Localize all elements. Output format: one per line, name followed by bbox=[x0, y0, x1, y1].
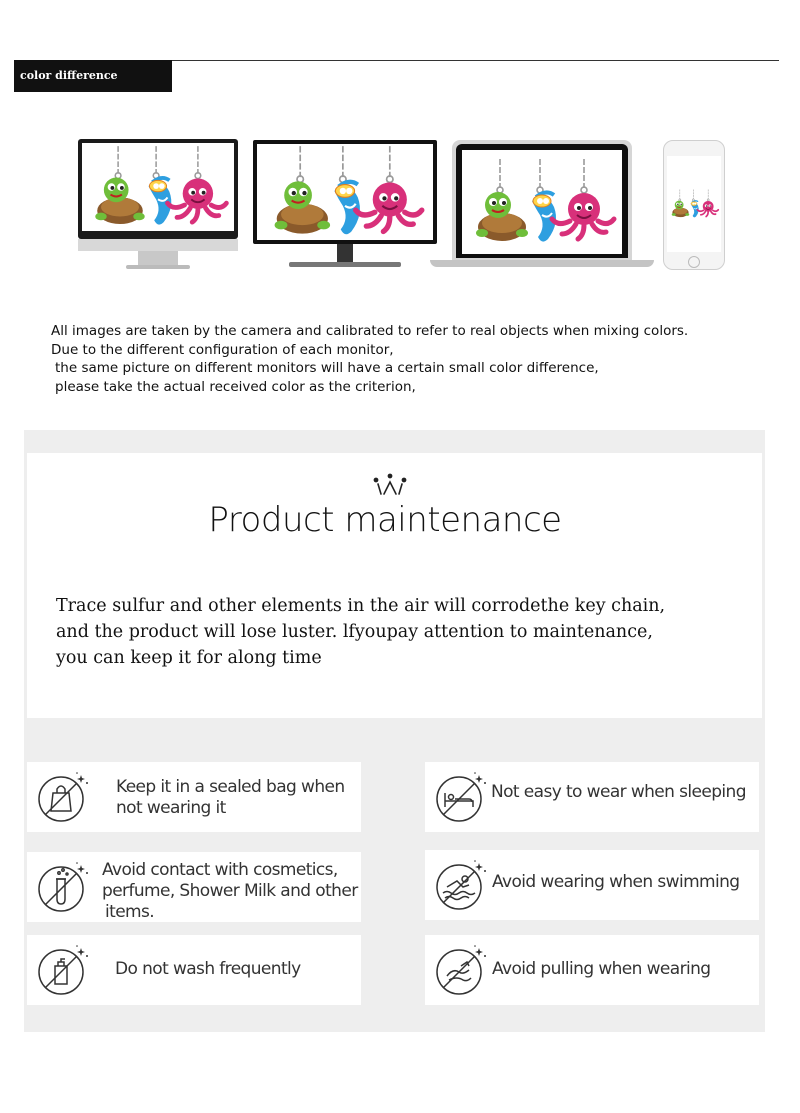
section-label: color difference problem bbox=[14, 60, 172, 92]
tip-text bbox=[116, 777, 345, 819]
tip-swimming bbox=[425, 850, 759, 920]
tip-line: perfume, Shower Milk and other bbox=[102, 881, 358, 901]
no-pulling-icon bbox=[435, 944, 489, 996]
tip-sleeping bbox=[425, 762, 759, 832]
tip-line: items. bbox=[105, 902, 155, 922]
imac bbox=[78, 139, 238, 271]
no-sleeping-icon bbox=[435, 771, 489, 823]
tip-text bbox=[491, 782, 746, 803]
laptop bbox=[430, 140, 654, 270]
no-washing-icon bbox=[37, 944, 91, 996]
devices-row bbox=[0, 135, 800, 275]
page-title: Product maintenance bbox=[208, 500, 562, 540]
sealed-bag-icon bbox=[37, 771, 91, 823]
color-note bbox=[51, 322, 781, 396]
tip-line: Avoid wearing when swimming bbox=[492, 872, 740, 892]
tip-cosmetics bbox=[27, 852, 361, 922]
desktop-monitor bbox=[253, 140, 437, 270]
note-line: All images are taken by the camera and calibrated to refer to real objects when mixing colors. bbox=[51, 323, 689, 339]
tip-line: Avoid contact with cosmetics, bbox=[102, 860, 338, 880]
paragraph-line: you can keep it for along time bbox=[56, 648, 322, 668]
tip-text bbox=[115, 959, 301, 980]
no-cosmetics-icon bbox=[37, 861, 91, 913]
tip-text bbox=[492, 959, 711, 980]
paragraph-line: Trace sulfur and other elements in the air will corrodethe key chain, bbox=[56, 596, 666, 616]
paragraph-line: and the product will lose luster. lfyoupay attention to maintenance, bbox=[56, 622, 653, 642]
tip-sealed-bag bbox=[27, 762, 361, 832]
tip-text bbox=[102, 860, 358, 923]
tip-line: Avoid pulling when wearing bbox=[492, 959, 711, 979]
maintenance-paragraph bbox=[56, 593, 756, 671]
tip-line: Not easy to wear when sleeping bbox=[491, 782, 746, 802]
note-line: Due to the different configuration of each monitor, bbox=[51, 341, 394, 358]
crown-icon bbox=[372, 472, 408, 498]
phone bbox=[663, 140, 725, 270]
tip-line: Do not wash frequently bbox=[115, 959, 301, 979]
note-line: please take the actual received color as the criterion, bbox=[55, 378, 416, 395]
tip-washing bbox=[27, 935, 361, 1005]
tip-pulling bbox=[425, 935, 759, 1005]
tip-line: Keep it in a sealed bag when bbox=[116, 777, 345, 797]
tip-text bbox=[492, 872, 739, 893]
no-swimming-icon bbox=[435, 859, 489, 911]
note-line: the same picture on different monitors will have a certain small color difference, bbox=[55, 360, 599, 376]
tip-line: not wearing it bbox=[116, 798, 226, 818]
